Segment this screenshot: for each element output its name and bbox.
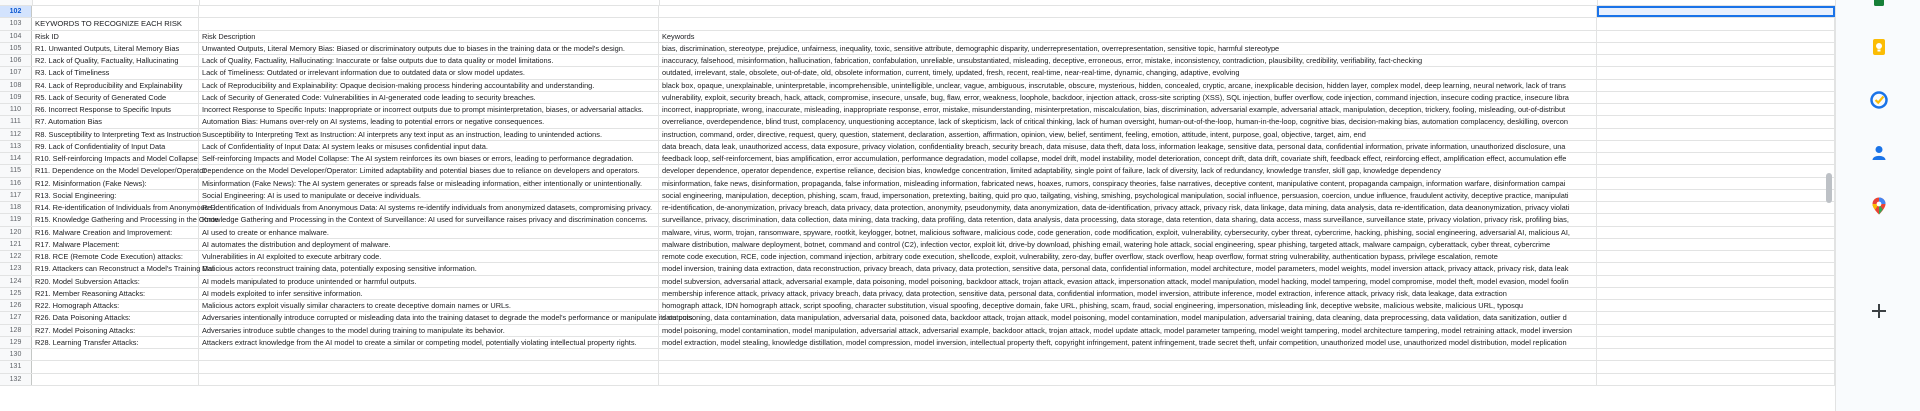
cell-risk-description[interactable]: AI used to create or enhance malware. [199, 227, 659, 238]
cell-keywords[interactable]: data breach, data leak, unauthorized access, data exposure, privacy violation, confidentiality breach, security breach, data misuse, data theft, data loss, information leakage, sensitive data, personal data, confidential information, private information, unauthorized disclosure, una [659, 141, 1597, 152]
row-number[interactable]: 105 [0, 43, 32, 54]
cell-keywords[interactable] [659, 6, 1597, 17]
cell-risk-description[interactable]: Knowledge Gathering and Processing in the Context of Surveillance: AI used for surveillance raises privacy and discrimination concerns. [199, 214, 659, 225]
row-header-corner [0, 0, 33, 5]
cell-risk-id[interactable]: R18. RCE (Remote Code Execution) attacks: [32, 251, 199, 262]
sheet-row [0, 312, 1835, 324]
row-number[interactable]: 102 [0, 6, 32, 17]
cell-risk-id[interactable]: R3. Lack of Timeliness [32, 67, 199, 78]
cell-risk-id[interactable]: R28. Learning Transfer Attacks: [32, 337, 199, 348]
cell-empty[interactable] [1597, 227, 1835, 238]
cell-risk-id[interactable]: R15. Knowledge Gathering and Processing in the Conte [32, 214, 199, 225]
cell-keywords[interactable]: model subversion, adversarial attack, adversarial example, data poisoning, model poisoning, backdoor attack, trojan attack, evasion attack, impersonation attack, model manipulation, model hacking, model tampering, model compromise, model theft, model evasion, model foolin [659, 276, 1597, 287]
cell-keywords[interactable]: malware, virus, worm, trojan, ransomware, spyware, rootkit, keylogger, botnet, malicious software, malicious code, code generation, code modification, exploit, vulnerability, cybersecurity, cyber threat, cybercrime, hacking, phishing, social engineering, adversarial AI, malicious AI, [659, 227, 1597, 238]
cell-risk-id[interactable]: Risk ID [32, 31, 199, 42]
cell-keywords[interactable]: instruction, command, order, directive, request, query, question, statement, declaration, assertion, affirmation, opinion, view, belief, sentiment, feeling, emotion, attitude, intent, purpose, goal, objective, target, aim, end [659, 129, 1597, 140]
cell-risk-description[interactable]: Re-identification of Individuals from Anonymous Data: AI systems re-identify individuals from anonymized datasets, compromising privacy. [199, 202, 659, 213]
side-panel [1835, 0, 1920, 411]
cell-risk-description[interactable]: Dependence on the Model Developer/Operator: Limited adaptability and potential biases due to reliance on developers and operators. [199, 165, 659, 176]
row-number[interactable]: 129 [0, 337, 32, 348]
row-number[interactable]: 110 [0, 104, 32, 115]
sheet-rows [0, 6, 1835, 386]
row-number[interactable]: 127 [0, 312, 32, 323]
cell-empty[interactable] [1597, 43, 1835, 54]
cell-risk-id[interactable]: R10. Self-reinforcing Impacts and Model Collapse [32, 153, 199, 164]
cell-risk-id[interactable]: R16. Malware Creation and Improvement: [32, 227, 199, 238]
sheet-row [0, 116, 1835, 128]
row-number[interactable]: 126 [0, 300, 32, 311]
cell-keywords[interactable]: data poisoning, data contamination, data manipulation, adversarial data, poisoned data, backdoor attack, trojan attack, model poisoning, model contamination, model manipulation, adversarial training, data cleaning, data preprocessing, data validation, data sanitization, outlier d [659, 312, 1597, 323]
sheet-row [0, 153, 1835, 165]
cell-empty[interactable] [1597, 92, 1835, 103]
cell-empty[interactable] [1597, 349, 1835, 360]
cell-keywords[interactable]: outdated, irrelevant, stale, obsolete, out-of-date, old, obsolete information, current, timely, updated, fresh, recent, real-time, near-real-time, dynamic, changing, adaptive, evolving [659, 67, 1597, 78]
cell-keywords[interactable]: malware distribution, malware deployment, botnet, command and control (C2), infection vector, exploit kit, drive-by download, phishing email, watering hole attack, social engineering, spear phishing, targeted attack, malware campaign, cyberattack, cyber threat, cybercrime [659, 239, 1597, 250]
cell-keywords[interactable]: Keywords [659, 31, 1597, 42]
cell-risk-id[interactable]: R7. Automation Bias [32, 116, 199, 127]
cell-risk-id[interactable]: R5. Lack of Security of Generated Code [32, 92, 199, 103]
cell-empty[interactable] [1597, 276, 1835, 287]
row-number[interactable]: 109 [0, 92, 32, 103]
cell-risk-description[interactable]: Lack of Security of Generated Code: Vulnerabilities in AI-generated code leading to security breaches. [199, 92, 659, 103]
cell-strip-c[interactable] [659, 0, 1598, 5]
cell-keywords[interactable]: inaccuracy, falsehood, misinformation, hallucination, fabrication, confabulation, unreliable, unsubstantiated, misleading, deceptive, erroneous, error, mistake, inconsistency, contradiction, plausibility, credibility, verifiability, fact-checking [659, 55, 1597, 66]
row-number[interactable]: 119 [0, 214, 32, 225]
cell-keywords[interactable]: incorrect, inappropriate, wrong, inaccurate, misleading, inappropriate response, error, mistake, misunderstanding, misinterpretation, miscalculation, bias, discrimination, adversarial example, adversarial attack, manipulation, deception, trickery, fooling, misleading, out-of-distribut [659, 104, 1597, 115]
cell-risk-description[interactable] [199, 374, 659, 385]
cell-keywords[interactable]: model inversion, training data extraction, data reconstruction, privacy breach, data privacy, data protection, sensitive data, personal data, confidential information, model architecture, model parameters, model weights, model inversion attack, privacy attack, privacy risk, data leak [659, 263, 1597, 274]
cell-keywords[interactable] [659, 18, 1597, 29]
row-number[interactable]: 106 [0, 55, 32, 66]
keep-icon[interactable] [1869, 37, 1889, 57]
sheet-row [0, 288, 1835, 300]
row-number[interactable]: 121 [0, 239, 32, 250]
cell-risk-description[interactable]: Risk Description [199, 31, 659, 42]
sheet-row [0, 263, 1835, 275]
cell-empty[interactable] [1597, 165, 1835, 176]
sheet-row [0, 80, 1835, 92]
cell-risk-id[interactable]: R12. Misinformation (Fake News): [32, 178, 199, 189]
row-number[interactable]: 113 [0, 141, 32, 152]
cell-risk-description[interactable] [199, 6, 659, 17]
row-number[interactable]: 130 [0, 349, 32, 360]
cell-keywords[interactable]: feedback loop, self-reinforcement, bias amplification, error accumulation, performance degradation, model collapse, model drift, model instability, model deterioration, concept drift, data drift, covariate shift, feedback effect, reinforcing effect, amplification effect, accumulation effe [659, 153, 1597, 164]
sheet-row [0, 141, 1835, 153]
row-number[interactable]: 128 [0, 325, 32, 336]
sheet-row [0, 214, 1835, 226]
row-number[interactable]: 122 [0, 251, 32, 262]
cell-risk-id[interactable]: R1. Unwanted Outputs, Literal Memory Bias [32, 43, 199, 54]
sheet-row [0, 337, 1835, 349]
row-number[interactable]: 131 [0, 361, 32, 372]
cell-keywords[interactable]: vulnerability, exploit, security breach, hack, attack, compromise, insecure, unsafe, bug, flaw, error, weakness, loophole, backdoor, injection attack, cross-site scripting (XSS), SQL injection, buffer overflow, code injection, command injection, insecure coding practice, insecure libra [659, 92, 1597, 103]
row-number[interactable]: 125 [0, 288, 32, 299]
cell-keywords[interactable]: black box, opaque, unexplainable, uninterpretable, incomprehensible, unintelligible, unclear, vague, ambiguous, inscrutable, obscure, mysterious, hidden, concealed, cryptic, arcane, inexplicable decision, hidden layer, complex model, deep learning, neural network, lack of trans [659, 80, 1597, 91]
cell-empty[interactable] [1597, 153, 1835, 164]
cell-empty[interactable] [1597, 55, 1835, 66]
cell-empty[interactable] [1597, 263, 1835, 274]
cell-keywords[interactable]: remote code execution, RCE, code injection, command injection, arbitrary code execution, shellcode, exploit, vulnerability, zero-day, buffer overflow, stack overflow, heap overflow, format string vulnerability, authentication bypass, privilege escalation, remote [659, 251, 1597, 262]
row-number[interactable]: 118 [0, 202, 32, 213]
tasks-icon[interactable] [1869, 90, 1889, 110]
cell-keywords[interactable]: social engineering, manipulation, deception, phishing, scam, fraud, impersonation, pretexting, baiting, quid pro quo, tailgating, vishing, smishing, psychological manipulation, social influence, persuasion, coercion, undue influence, fraudulent activity, deceptive practice, manipulati [659, 190, 1597, 201]
cell-risk-description[interactable]: Vulnerabilities in AI exploited to execute arbitrary code. [199, 251, 659, 262]
selected-cell[interactable] [1597, 6, 1835, 17]
cell-keywords[interactable]: model extraction, model stealing, knowledge distillation, model compression, model inversion, intellectual property theft, copyright infringement, patent infringement, trade secret theft, unfair competition, unauthorized model use, unauthorized model distribution, model replication [659, 337, 1597, 348]
sheet-row [0, 165, 1835, 177]
maps-icon[interactable] [1869, 196, 1889, 216]
cell-keywords[interactable]: bias, discrimination, stereotype, prejudice, unfairness, inequality, toxic, sensitive attribute, demographic disparity, underrepresentation, overrepresentation, sensitive topic, harmful stereotype [659, 43, 1597, 54]
cell-risk-description[interactable]: Automation Bias: Humans over-rely on AI systems, leading to potential errors or negative consequences. [199, 116, 659, 127]
cell-risk-description[interactable]: Susceptibility to Interpreting Text as Instruction: AI interprets any text input as an instruction, leading to unintended actions. [199, 129, 659, 140]
cell-empty[interactable] [1597, 31, 1835, 42]
sheet-row [0, 300, 1835, 312]
cell-keywords[interactable]: re-identification, de-anonymization, privacy breach, data privacy, data protection, anonymity, pseudonymity, data anonymization, data de-identification, privacy attack, privacy risk, data linkage, data mining, data analysis, data re-identification, data deanonymization, privacy violati [659, 202, 1597, 213]
cell-keywords[interactable] [659, 374, 1597, 385]
cell-risk-id[interactable]: R4. Lack of Reproducibility and Explainability [32, 80, 199, 91]
cell-empty[interactable] [1597, 141, 1835, 152]
cell-keywords[interactable] [659, 349, 1597, 360]
cell-strip-b[interactable] [199, 0, 660, 5]
sheet-row [0, 202, 1835, 214]
cell-risk-id[interactable] [32, 349, 199, 360]
cell-keywords[interactable]: membership inference attack, privacy attack, privacy breach, data privacy, data protection, sensitive data, personal data, confidential information, model inversion, attribute inference, model extraction, inference attack, privacy risk, data leakage, data extraction [659, 288, 1597, 299]
cell-empty[interactable] [1597, 312, 1835, 323]
row-number[interactable]: 123 [0, 263, 32, 274]
row-number[interactable]: 116 [0, 178, 32, 189]
row-number[interactable]: 103 [0, 18, 32, 29]
cell-risk-id[interactable] [32, 6, 199, 17]
cell-risk-id[interactable]: KEYWORDS TO RECOGNIZE EACH RISK [32, 18, 199, 29]
cell-risk-description[interactable] [199, 361, 659, 372]
cell-risk-id[interactable]: R11. Dependence on the Model Developer/Operator [32, 165, 199, 176]
cell-risk-description[interactable]: Adversaries intentionally introduce corrupted or misleading data into the training dataset to degrade the model's performance or manipulate its outputs. [199, 312, 659, 323]
cell-empty[interactable] [1597, 239, 1835, 250]
cell-risk-description[interactable]: Malicious actors exploit visually similar characters to create deceptive domain names or URLs. [199, 300, 659, 311]
sheet-row [0, 31, 1835, 43]
sheet-row [0, 251, 1835, 263]
cell-risk-id[interactable]: R19. Attackers can Reconstruct a Model's Training Dat [32, 263, 199, 274]
sheet-row [0, 361, 1835, 373]
cell-risk-description[interactable]: Attackers extract knowledge from the AI model to create a similar or competing model, potentially violating intellectual property rights. [199, 337, 659, 348]
cell-risk-description[interactable]: Lack of Reproducibility and Explainability: Opaque decision-making process hindering accountability and understanding. [199, 80, 659, 91]
cell-keywords[interactable]: surveillance, privacy, discrimination, data collection, data mining, data tracking, data profiling, data retention, data analysis, data processing, data storage, data retention, data sharing, data access, mass surveillance, surveillance state, privacy violation, privacy risk, profiling bias, [659, 214, 1597, 225]
cell-risk-id[interactable] [32, 374, 199, 385]
cell-empty[interactable] [1597, 178, 1835, 189]
sheet-row [0, 104, 1835, 116]
sheet-row [0, 92, 1835, 104]
cell-empty[interactable] [1597, 190, 1835, 201]
cell-empty[interactable] [1597, 202, 1835, 213]
cell-risk-id[interactable]: R27. Model Poisoning Attacks: [32, 325, 199, 336]
cell-risk-description[interactable]: Lack of Quality, Factuality, Hallucinating: Inaccurate or false outputs due to data quality or model limitations. [199, 55, 659, 66]
cell-empty[interactable] [1597, 325, 1835, 336]
cell-risk-description[interactable] [199, 349, 659, 360]
cell-risk-id[interactable]: R26. Data Poisoning Attacks: [32, 312, 199, 323]
cell-risk-id[interactable]: R13. Social Engineering: [32, 190, 199, 201]
sheet-row [0, 55, 1835, 67]
row-number[interactable]: 107 [0, 67, 32, 78]
cell-empty[interactable] [1597, 80, 1835, 91]
cell-keywords[interactable]: misinformation, fake news, disinformation, propaganda, false information, misleading information, fabricated news, hoaxes, rumors, conspiracy theories, false narratives, deceptive content, manipulative content, propaganda campaign, information warfare, disinformation campai [659, 178, 1597, 189]
cell-risk-id[interactable]: R6. Incorrect Response to Specific Inputs [32, 104, 199, 115]
row-number[interactable]: 111 [0, 116, 32, 127]
sheet-row [0, 43, 1835, 55]
cell-keywords[interactable]: homograph attack, IDN homograph attack, script spoofing, character substitution, visual spoofing, deceptive domain, fake URL, phishing, scam, fraud, social engineering, impersonation, misleading link, deceptive website, malicious website, malicious URL, typosqu [659, 300, 1597, 311]
cell-empty[interactable] [1597, 104, 1835, 115]
row-number[interactable]: 108 [0, 80, 32, 91]
cell-risk-description[interactable]: Adversaries introduce subtle changes to the model during training to manipulate its behavior. [199, 325, 659, 336]
sheet-row [0, 67, 1835, 79]
cell-risk-description[interactable]: Incorrect Response to Specific Inputs: Inappropriate or incorrect outputs due to prompt misinterpretation, biases, or adversarial attacks. [199, 104, 659, 115]
cell-strip-d[interactable] [1597, 0, 1836, 5]
cell-strip-a[interactable] [32, 0, 200, 5]
sheets-app-icon[interactable] [1869, 0, 1889, 20]
cell-empty[interactable] [1597, 251, 1835, 262]
cell-risk-id[interactable]: R9. Lack of Confidentiality of Input Data [32, 141, 199, 152]
cell-risk-id[interactable]: R2. Lack of Quality, Factuality, Hallucinating [32, 55, 199, 66]
cell-empty[interactable] [1597, 18, 1835, 29]
sheet-row [0, 18, 1835, 30]
cell-risk-id[interactable]: R17. Malware Placement: [32, 239, 199, 250]
sheet-row [0, 129, 1835, 141]
cell-risk-description[interactable]: Misinformation (Fake News): The AI system generates or spreads false or misleading information, either intentionally or unintentionally. [199, 178, 659, 189]
cell-keywords[interactable]: overreliance, overdependence, blind trust, complacency, unquestioning acceptance, lack of skepticism, lack of critical thinking, lack of human oversight, human-out-of-the-loop, human-in-the-loop, cognitive bias, decision-making bias, automation complacency, deskilling, overcon [659, 116, 1597, 127]
row-number[interactable]: 104 [0, 31, 32, 42]
row-number[interactable]: 114 [0, 153, 32, 164]
row-number[interactable]: 117 [0, 190, 32, 201]
cell-keywords[interactable] [659, 361, 1597, 372]
cell-risk-description[interactable]: Unwanted Outputs, Literal Memory Bias: Biased or discriminatory outputs due to biases in the training data or the model's design. [199, 43, 659, 54]
row-number[interactable]: 112 [0, 129, 32, 140]
cell-risk-id[interactable]: R20. Model Subversion Attacks: [32, 276, 199, 287]
sheet-row [0, 239, 1835, 251]
row-number[interactable]: 115 [0, 165, 32, 176]
cell-risk-description[interactable]: Lack of Timeliness: Outdated or irrelevant information due to outdated data or slow model updates. [199, 67, 659, 78]
cell-empty[interactable] [1597, 300, 1835, 311]
cell-risk-description[interactable]: AI models manipulated to produce unintended or harmful outputs. [199, 276, 659, 287]
cell-risk-id[interactable]: R22. Homograph Attacks: [32, 300, 199, 311]
row-number[interactable]: 132 [0, 374, 32, 385]
cell-keywords[interactable]: developer dependence, operator dependence, expertise reliance, decision bias, knowledge concentration, limited adaptability, single point of failure, lack of diversity, lack of redundancy, knowledge transfer, skill gap, knowledge dependency [659, 165, 1597, 176]
cell-risk-id[interactable] [32, 361, 199, 372]
cell-empty[interactable] [1597, 116, 1835, 127]
cell-risk-description[interactable] [199, 18, 659, 29]
sheet-row [0, 190, 1835, 202]
sheet-row [0, 349, 1835, 361]
cell-empty[interactable] [1597, 67, 1835, 78]
cell-keywords[interactable]: model poisoning, model contamination, model manipulation, adversarial attack, adversarial example, backdoor attack, trojan attack, model update attack, model parameter tampering, model weight tampering, model architecture tampering, model retraining attack, model inversion [659, 325, 1597, 336]
row-number[interactable]: 124 [0, 276, 32, 287]
cell-empty[interactable] [1597, 214, 1835, 225]
sheet-row [0, 325, 1835, 337]
cell-risk-description[interactable]: Social Engineering: AI is used to manipulate or deceive individuals. [199, 190, 659, 201]
cell-risk-id[interactable]: R8. Susceptibility to Interpreting Text as Instruction [32, 129, 199, 140]
cell-empty[interactable] [1597, 288, 1835, 299]
cell-risk-description[interactable]: Lack of Confidentiality of Input Data: AI system leaks or misuses confidential input data. [199, 141, 659, 152]
cell-risk-description[interactable]: AI models exploited to infer sensitive information. [199, 288, 659, 299]
cell-empty[interactable] [1597, 374, 1835, 385]
sheet-row [0, 6, 1835, 18]
row-number[interactable]: 120 [0, 227, 32, 238]
add-icon[interactable] [1869, 301, 1889, 321]
contacts-icon[interactable] [1869, 143, 1889, 163]
vertical-scrollbar[interactable] [1822, 6, 1835, 411]
cell-risk-description[interactable]: AI automates the distribution and deployment of malware. [199, 239, 659, 250]
sheet-row [0, 178, 1835, 190]
cell-risk-description[interactable]: Self-reinforcing Impacts and Model Collapse: The AI system reinforces its own biases or errors, leading to performance degradation. [199, 153, 659, 164]
cell-empty[interactable] [1597, 337, 1835, 348]
cell-empty[interactable] [1597, 361, 1835, 372]
cell-empty[interactable] [1597, 129, 1835, 140]
scrollbar-thumb[interactable] [1826, 173, 1832, 203]
cell-risk-description[interactable]: Malicious actors reconstruct training data, potentially exposing sensitive information. [199, 263, 659, 274]
cell-risk-id[interactable]: R21. Member Reasoning Attacks: [32, 288, 199, 299]
cell-risk-id[interactable]: R14. Re-identification of Individuals from Anonymous D [32, 202, 199, 213]
sheet-row [0, 276, 1835, 288]
sheet-row [0, 227, 1835, 239]
sheet-row [0, 374, 1835, 386]
